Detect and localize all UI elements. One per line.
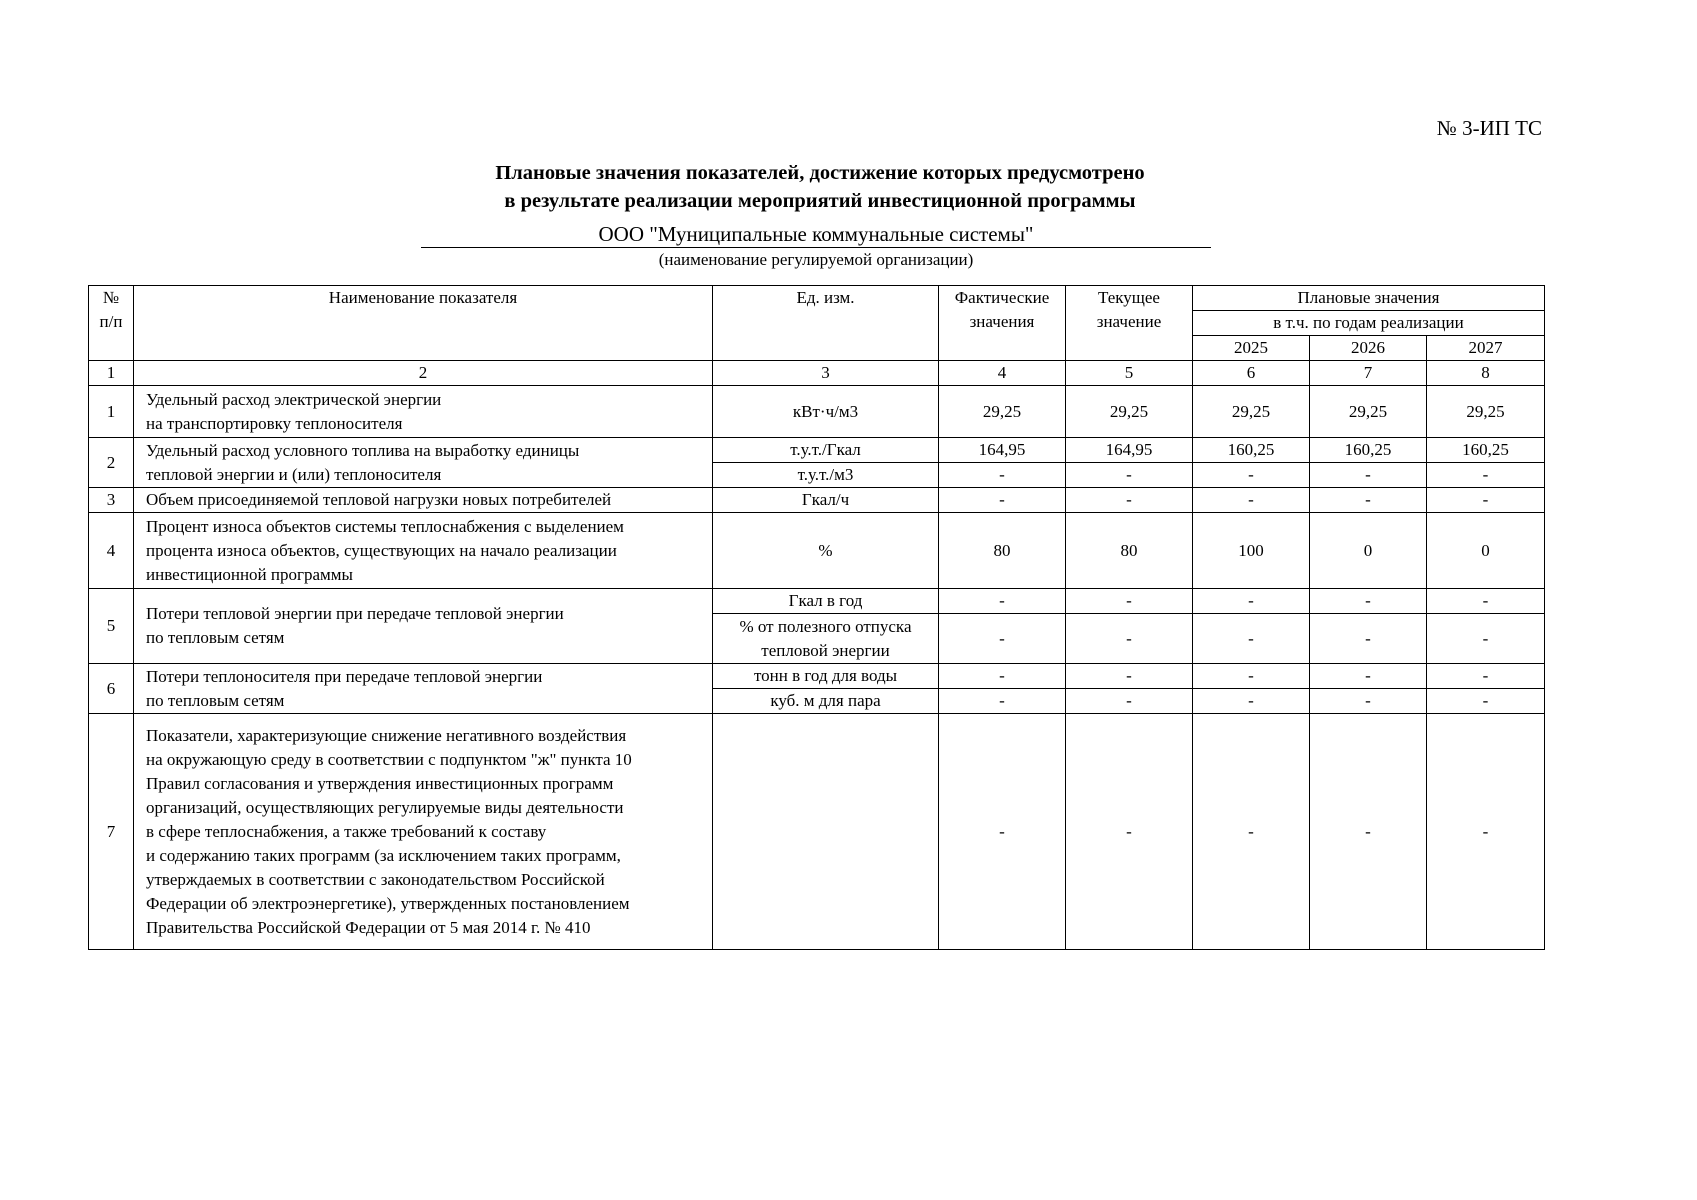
header-year: 2025: [1193, 336, 1310, 361]
organization-name: ООО "Муниципальные коммунальные системы": [421, 221, 1211, 248]
value-cell: 29,25: [1193, 386, 1310, 438]
value-cell: 0: [1310, 513, 1427, 589]
value-cell: -: [1193, 614, 1310, 664]
header-unit: Ед. изм.: [713, 286, 939, 361]
value-cell: -: [939, 589, 1066, 614]
indicator-name: Процент износа объектов системы теплоснабжения с выделением процента износа объектов, существующих на начало реализации инвестиционной программы: [134, 513, 713, 589]
value-cell: -: [1310, 488, 1427, 513]
value-cell: -: [1066, 463, 1193, 488]
indicators-table: [88, 285, 1545, 950]
value-cell: -: [1066, 689, 1193, 714]
row-number: 3: [89, 488, 134, 513]
table-row: [89, 438, 1545, 463]
value-cell: 164,95: [939, 438, 1066, 463]
title-line-2: в результате реализации мероприятий инвестиционной программы: [504, 190, 1136, 212]
value-cell: 80: [939, 513, 1066, 589]
row-number: 4: [89, 513, 134, 589]
row-number: 1: [89, 386, 134, 438]
value-cell: 100: [1193, 513, 1310, 589]
value-cell: -: [1066, 589, 1193, 614]
value-cell: -: [1427, 463, 1545, 488]
unit-cell: % от полезного отпуска тепловой энергии: [713, 614, 939, 664]
value-cell: -: [1310, 714, 1427, 950]
value-cell: -: [1310, 689, 1427, 714]
value-cell: -: [939, 614, 1066, 664]
header-num: № п/п: [89, 286, 134, 361]
table-row: [89, 488, 1545, 513]
value-cell: -: [1310, 589, 1427, 614]
indicator-name: Показатели, характеризующие снижение негативного воздействия на окружающую среду в соответствии с подпунктом "ж" пункта 10 Правил согласования и утверждения инвестиционных программ организаций, осуществляющих регулируемые виды деятельности в сфере теплоснабжения, а также требований к составу и содержанию таких программ (за исключением таких программ, утверждаемых в соответствии с законодательством Российской Федерации об электроэнергетике), утвержденных постановлением Правительства Российской Федерации от 5 мая 2014 г. № 410: [134, 714, 713, 950]
table-row: [89, 386, 1545, 438]
value-cell: -: [1310, 614, 1427, 664]
column-number: 6: [1193, 361, 1310, 386]
unit-cell: [713, 714, 939, 950]
value-cell: -: [939, 664, 1066, 689]
column-number: 4: [939, 361, 1066, 386]
unit-cell: Гкал в год: [713, 589, 939, 614]
value-cell: -: [1193, 488, 1310, 513]
value-cell: -: [1310, 463, 1427, 488]
value-cell: -: [1427, 488, 1545, 513]
value-cell: -: [939, 488, 1066, 513]
value-cell: -: [1193, 664, 1310, 689]
unit-cell: т.у.т./м3: [713, 463, 939, 488]
header-year: 2026: [1310, 336, 1427, 361]
organization-caption: (наименование регулируемой организации): [658, 250, 974, 269]
header-year: 2027: [1427, 336, 1545, 361]
indicator-name: Объем присоединяемой тепловой нагрузки новых потребителей: [134, 488, 713, 513]
column-number: 8: [1427, 361, 1545, 386]
column-number: 5: [1066, 361, 1193, 386]
value-cell: -: [1066, 614, 1193, 664]
indicator-name: Удельный расход условного топлива на выработку единицы тепловой энергии и (или) теплоносителя: [134, 438, 713, 488]
value-cell: -: [1427, 664, 1545, 689]
table-row: [89, 589, 1545, 614]
header-actual: Фактические значения: [939, 286, 1066, 361]
table-row: [89, 513, 1545, 589]
header-name: Наименование показателя: [134, 286, 713, 361]
value-cell: -: [939, 689, 1066, 714]
unit-cell: т.у.т./Гкал: [713, 438, 939, 463]
column-number: 7: [1310, 361, 1427, 386]
table-row: [89, 664, 1545, 689]
value-cell: 29,25: [1310, 386, 1427, 438]
header-current: Текущее значение: [1066, 286, 1193, 361]
value-cell: 80: [1066, 513, 1193, 589]
value-cell: -: [1427, 589, 1545, 614]
value-cell: 0: [1427, 513, 1545, 589]
header-by-years: в т.ч. по годам реализации: [1193, 311, 1545, 336]
row-number: 7: [89, 714, 134, 950]
indicator-name: Потери тепловой энергии при передаче тепловой энергии по тепловым сетям: [134, 589, 713, 664]
unit-cell: тонн в год для воды: [713, 664, 939, 689]
column-number: 1: [89, 361, 134, 386]
row-number: 6: [89, 664, 134, 714]
row-number: 2: [89, 438, 134, 488]
header-planned: Плановые значения: [1193, 286, 1545, 311]
column-number: 2: [134, 361, 713, 386]
value-cell: 29,25: [1427, 386, 1545, 438]
value-cell: -: [1427, 714, 1545, 950]
value-cell: -: [1066, 488, 1193, 513]
unit-cell: Гкал/ч: [713, 488, 939, 513]
value-cell: -: [1427, 614, 1545, 664]
row-number: 5: [89, 589, 134, 664]
value-cell: -: [939, 714, 1066, 950]
indicator-name: Потери теплоносителя при передаче тепловой энергии по тепловым сетям: [134, 664, 713, 714]
value-cell: -: [1193, 689, 1310, 714]
table-row: [89, 714, 1545, 950]
column-number: 3: [713, 361, 939, 386]
value-cell: -: [1066, 664, 1193, 689]
indicator-name: Удельный расход электрической энергии на транспортировку теплоносителя: [134, 386, 713, 438]
value-cell: -: [1427, 689, 1545, 714]
document-title: [0, 159, 1640, 215]
value-cell: 160,25: [1193, 438, 1310, 463]
value-cell: -: [1193, 714, 1310, 950]
value-cell: 29,25: [1066, 386, 1193, 438]
unit-cell: кВт·ч/м3: [713, 386, 939, 438]
form-number: № 3-ИП ТС: [1436, 116, 1542, 140]
value-cell: -: [1310, 664, 1427, 689]
value-cell: -: [939, 463, 1066, 488]
value-cell: -: [1066, 714, 1193, 950]
value-cell: 160,25: [1427, 438, 1545, 463]
title-line-1: Плановые значения показателей, достижение которых предусмотрено: [495, 162, 1145, 184]
value-cell: -: [1193, 589, 1310, 614]
value-cell: 164,95: [1066, 438, 1193, 463]
unit-cell: %: [713, 513, 939, 589]
value-cell: 29,25: [939, 386, 1066, 438]
value-cell: 160,25: [1310, 438, 1427, 463]
unit-cell: куб. м для пара: [713, 689, 939, 714]
value-cell: -: [1193, 463, 1310, 488]
